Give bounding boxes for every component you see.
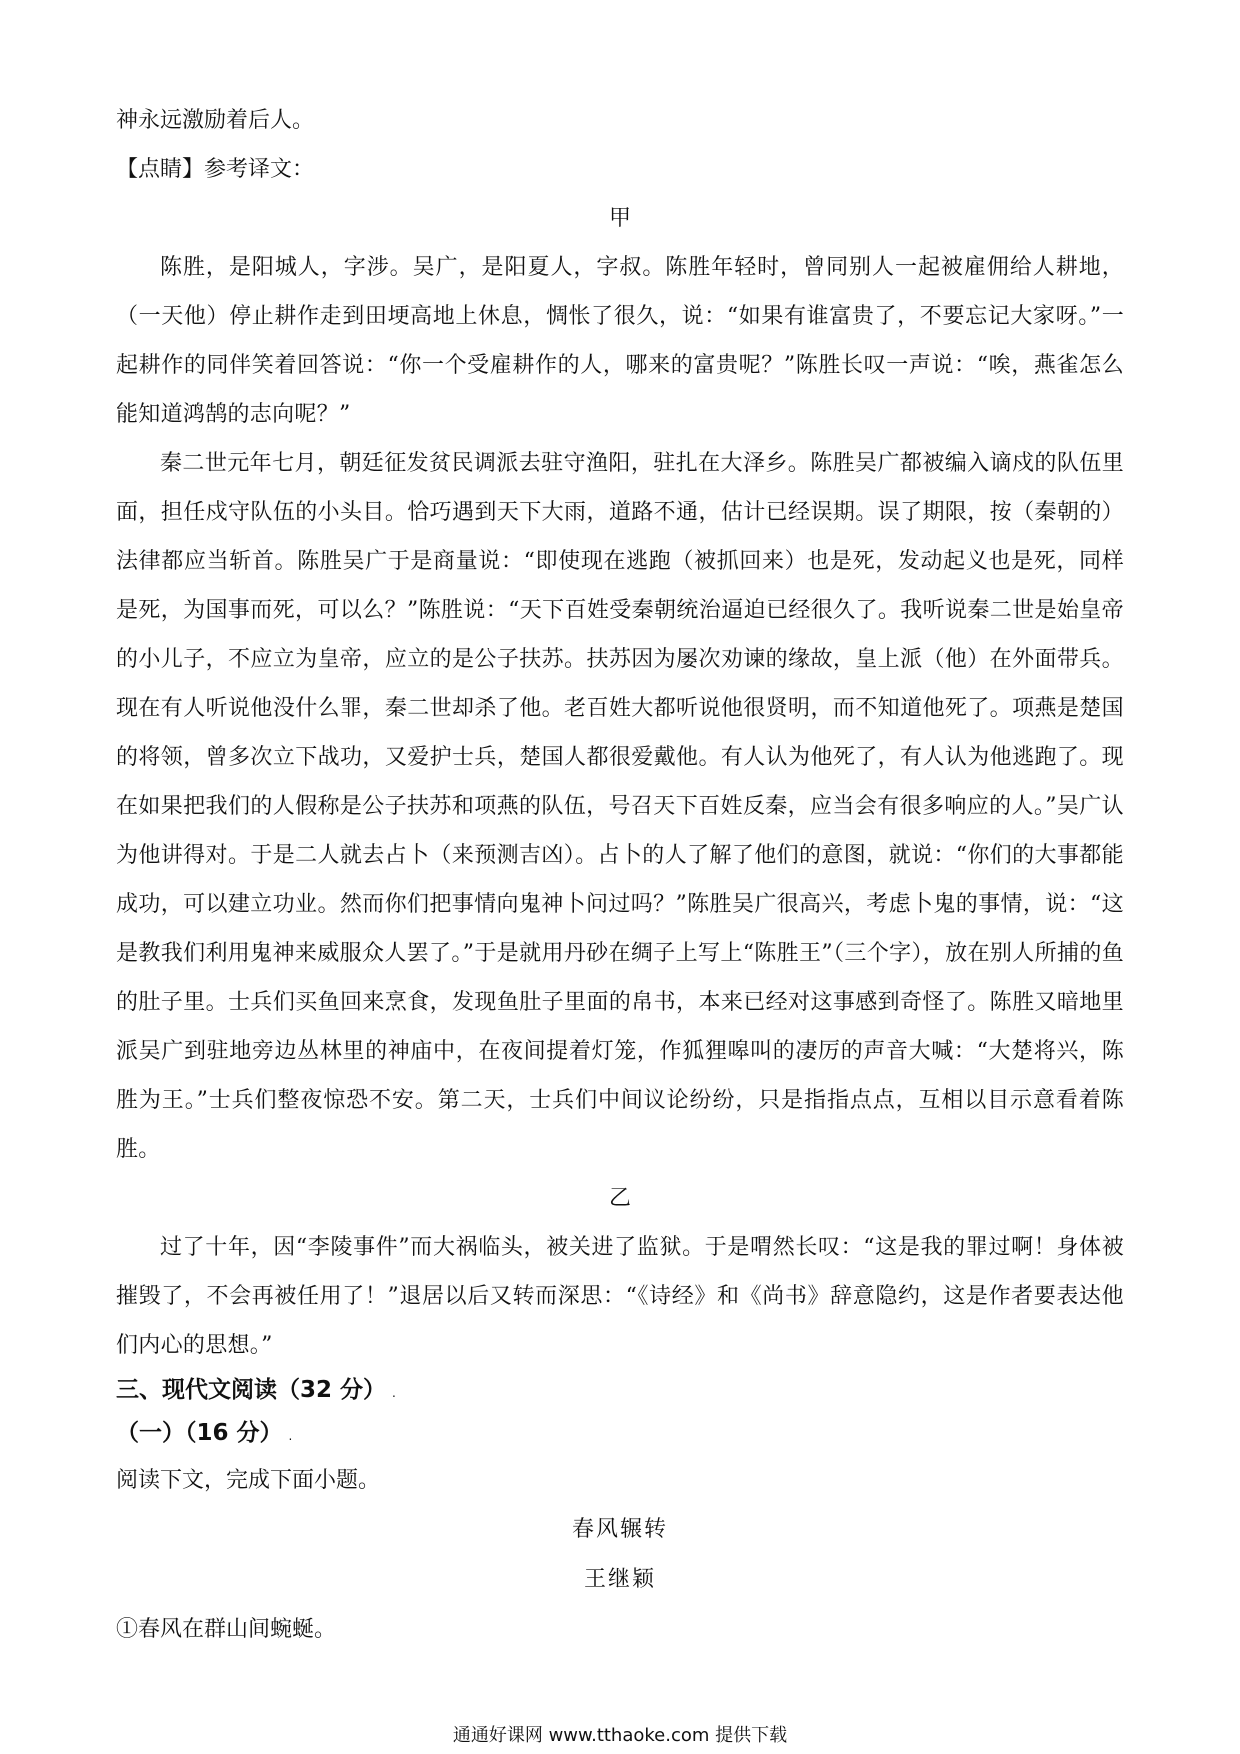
subsection-one-text: （一）（16 分） (116, 1420, 283, 1446)
reading-instruction: 阅读下文，完成下面小题。 (116, 1468, 381, 1493)
section-three-text: 三、现代文阅读（32 分） (116, 1377, 387, 1403)
article-first-line: ①春风在群山间蜿蜒。 (116, 1617, 337, 1642)
page-footer: 通通好课网 www.tthaoke.com 提供下载 (452, 1725, 788, 1746)
subsection-one-heading (116, 1413, 1124, 1456)
yi-label: 乙 (608, 1186, 631, 1211)
jia-label: 甲 (608, 206, 631, 231)
document-body (116, 96, 1124, 1655)
jia-paragraph-1: 陈胜，是阳城人，字涉。吴广，是阳夏人，字叔。陈胜年轻时，曾同别人一起被雇佣给人耕地，（一天他）停止耕作走到田埂高地上休息，惆怅了很久，说：“如果有谁富贵了，不要忘记大家呀。”一起耕作的同伴笑着回答说：“你一个受雇耕作的人，哪来的富贵呢？”陈胜长叹一声说：“唉，燕雀怎么能知道鸿鹄的志向呢？” (116, 255, 1124, 427)
note-heading: 【点睛】参考译文： (116, 157, 315, 182)
section-three-heading (116, 1370, 1124, 1413)
subsection-one-mark: . (288, 1429, 293, 1443)
article-title: 春风辗转 (571, 1517, 668, 1542)
jia-paragraph-2: 秦二世元年七月，朝廷征发贫民调派去驻守渔阳，驻扎在大泽乡。陈胜吴广都被编入谪戍的队伍里面，担任戍守队伍的小头目。恰巧遇到天下大雨，道路不通，估计已经误期。误了期限，按（秦朝的）法律都应当斩首。陈胜吴广于是商量说：“即使现在逃跑（被抓回来）也是死，发动起义也是死，同样是死，为国事而死，可以么？”陈胜说：“天下百姓受秦朝统治逼迫已经很久了。我听说秦二世是始皇帝的小儿子，不应立为皇帝，应立的是公子扶苏。扶苏因为屡次劝谏的缘故，皇上派（他）在外面带兵。现在有人听说他没什么罪，秦二世却杀了他。老百姓大都听说他很贤明，而不知道他死了。项燕是楚国的将领，曾多次立下战功，又爱护士兵，楚国人都很爱戴他。有人认为他死了，有人认为他逃跑了。现在如果把我们的人假称是公子扶苏和项燕的队伍，号召天下百姓反秦，应当会有很多响应的人。”吴广认为他讲得对。于是二人就去占卜（来预测吉凶）。占卜的人了解了他们的意图，就说：“你们的大事都能成功，可以建立功业。然而你们把事情向鬼神卜问过吗？”陈胜吴广很高兴，考虑卜鬼的事情，说：“这是教我们利用鬼神来威服众人罢了。”于是就用丹砂在绸子上写上“陈胜王”（三个字），放在别人所捕的鱼的肚子里。士兵们买鱼回来烹食，发现鱼肚子里面的帛书，本来已经对这事感到奇怪了。陈胜又暗地里派吴广到驻地旁边丛林里的神庙中，在夜间提着灯笼，作狐狸嗥叫的凄厉的声音大喊：“大楚将兴，陈胜为王。”士兵们整夜惊恐不安。第二天，士兵们中间议论纷纷，只是指指点点，互相以目示意看着陈胜。 (116, 451, 1124, 1162)
intro-line: 神永远激励着后人。 (116, 108, 315, 133)
section-three-mark: . (392, 1386, 396, 1400)
article-author: 王继颖 (583, 1567, 656, 1592)
yi-paragraph: 过了十年，因“李陵事件”而大祸临头，被关进了监狱。于是喟然长叹：“这是我的罪过啊！身体被摧毁了，不会再被任用了！”退居以后又转而深思：“《诗经》和《尚书》辞意隐约，这是作者要表达他们内心的思想。” (116, 1235, 1124, 1358)
